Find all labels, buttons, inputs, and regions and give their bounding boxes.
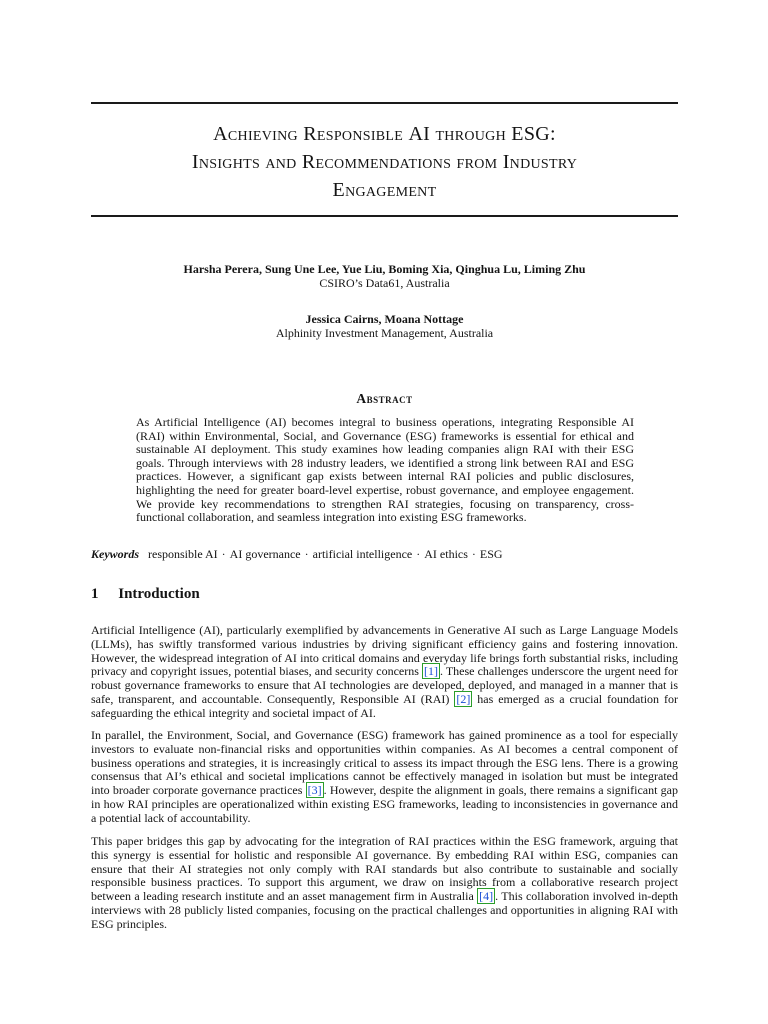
- title-segment: R: [303, 123, 317, 145]
- citation-number: [4]: [479, 889, 494, 904]
- keyword-separator: ·: [416, 547, 421, 561]
- keyword: AI governance: [229, 547, 301, 561]
- citation-number: [3]: [307, 783, 322, 798]
- citation-number: [2]: [456, 691, 471, 706]
- title-segment: I: [191, 151, 199, 173]
- title-segment: R: [301, 151, 316, 173]
- title-line-3: [91, 176, 678, 204]
- keyword: responsible AI: [148, 547, 218, 561]
- title-segment: nsights and: [198, 151, 302, 173]
- title-segment: through: [435, 123, 512, 145]
- keyword: artificial intelligence: [312, 547, 413, 561]
- intro-paragraph-2: In parallel, the Environment, Social, and Governance (ESG) framework has gained prominence as a tool for especially investors to evaluate non-financial risks and opportunities within companies. As AI becomes a central component of business operations and strategies, it is increasingly critical to assess its impact through the ESG lens. There is a growing consensus that AI’s ethical and societal implications cannot be effectively managed in isolation but must be integrated into broader corporate governance practices [3] . However, despite the alignment in goals, there remains a significant gap in how RAI principles are operationalized within existing ESG frameworks, leading to inconsistencies in governance and a potential lack of accountability.: [91, 728, 678, 825]
- author-block-1: [91, 262, 678, 290]
- keyword-separator: ·: [221, 547, 226, 561]
- section-heading-introduction: [91, 586, 200, 603]
- title-segment: ndustry: [509, 151, 578, 173]
- author-names-2: Jessica Cairns, Moana Nottage: [305, 312, 464, 326]
- title-segment: I: [502, 151, 510, 173]
- title-segment: esponsible: [316, 123, 409, 145]
- keyword: AI ethics: [424, 547, 468, 561]
- title-top-rule: [91, 102, 678, 104]
- keyword-separator: ·: [304, 547, 309, 561]
- title-segment: A: [213, 123, 228, 145]
- affiliation-1: CSIRO’s Data61, Australia: [319, 276, 450, 290]
- title-segment: ecommendations from: [315, 151, 503, 173]
- keyword-separator: ·: [471, 547, 476, 561]
- abstract-text: As Artificial Intelligence (AI) becomes integral to business operations, integrating Responsible AI (RAI) within Environmental, Social, and Governance (ESG) frameworks is essential for ethical and sustainable AI deployment. This study examines how leading companies align RAI with their ESG goals. Through interviews with 28 industry leaders, we identified a strong link between RAI and ESG practices. However, a significant gap exists between internal RAI policies and public disclosures, highlighting the need for greater board-level expertise, robust governance, and employee engagement. We provide key recommendations to strengthen RAI strategies, focusing on transparency, cross-functional collaboration, and seamless integration into existing ESG frameworks.: [136, 415, 634, 525]
- title-line-2: [91, 148, 678, 176]
- keyword: ESG: [479, 547, 503, 561]
- title-segment: chieving: [227, 123, 304, 145]
- intro-paragraph-3: This paper bridges this gap by advocating for the integration of RAI practices within the ESG framework, arguing that this synergy is essential for holistic and responsible AI governance. By embedding RAI within ESG, companies can ensure that their AI strategies not only comply with RAI standards but also contribute to sustainable and socially responsible business practices. To support this argument, we draw on insights from a collaborative research project between a leading research institute and an asset management firm in Australia [4] . This collaboration involved in-depth interviews with 28 publicly listed companies, focusing on the practical challenges and opportunities in aligning RAI with ESG principles.: [91, 834, 678, 931]
- citation-number: [1]: [423, 664, 438, 679]
- keywords-list: [148, 547, 503, 561]
- section-title: Introduction: [118, 586, 200, 602]
- citation-link[interactable]: [306, 782, 324, 798]
- title-segment: E: [332, 179, 346, 201]
- keywords-label: Keywords: [91, 547, 139, 561]
- author-block-2: [91, 312, 678, 340]
- citation-link[interactable]: [454, 691, 472, 707]
- section-number: 1: [91, 586, 99, 602]
- affiliation-2: Alphinity Investment Management, Australia: [275, 326, 494, 340]
- author-names-1: Harsha Perera, Sung Une Lee, Yue Liu, Boming Xia, Qinghua Lu, Liming Zhu: [183, 262, 586, 276]
- paper-title: [91, 120, 678, 204]
- title-segment: ESG:: [511, 123, 556, 145]
- title-line-1: [91, 120, 678, 148]
- citation-link[interactable]: [477, 888, 495, 904]
- title-segment: ngagement: [345, 179, 437, 201]
- citation-link[interactable]: [422, 663, 440, 679]
- intro-paragraph-1: Artificial Intelligence (AI), particularly exemplified by advancements in Generative AI such as Large Language Models (LLMs), has swiftly transformed various industries by driving significant efficiency gains and fostering innovation. However, the widespread integration of AI into critical domains and everyday life brings forth substantial risks, including privacy and copyright issues, potential biases, and security concerns [1] . These challenges underscore the urgent need for robust governance frameworks to ensure that AI technologies are developed, deployed, and managed in a manner that is safe, transparent, and accountable. Consequently, Responsible AI (RAI) [2] has emerged as a crucial foundation for safeguarding the ethical integrity and societal impact of AI.: [91, 623, 678, 720]
- keywords-line: [91, 547, 678, 561]
- abstract-heading: Abstract: [356, 391, 413, 406]
- title-segment: AI: [408, 123, 436, 145]
- title-bottom-rule: [91, 215, 678, 217]
